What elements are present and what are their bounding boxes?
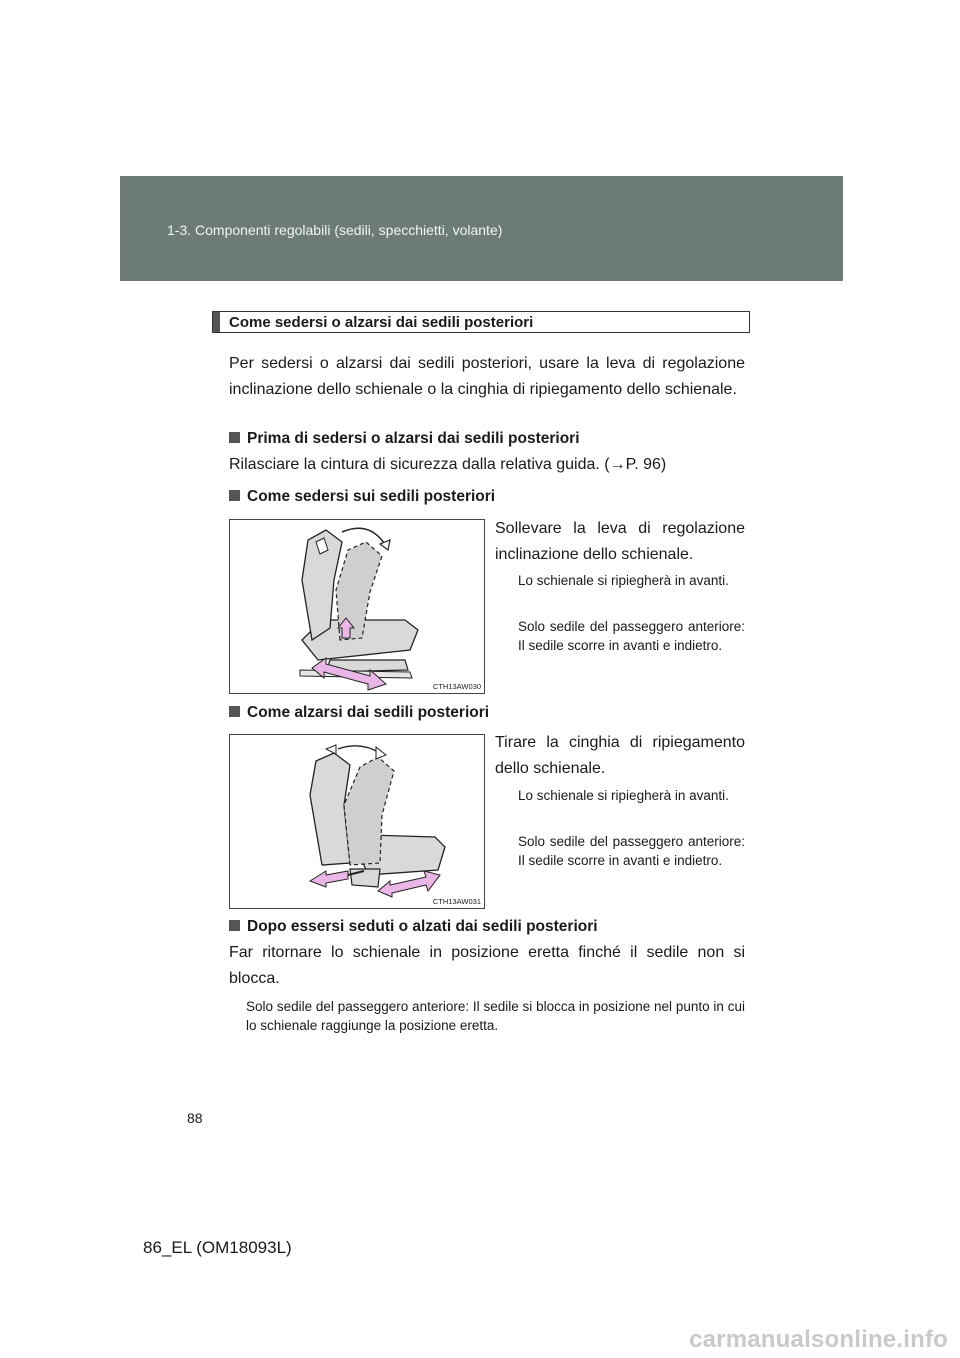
chapter-title: 1-3. Componenti regolabili (sedili, specchietti, volante) xyxy=(167,222,503,238)
note-1a: Lo schienale si ripiegherà in avanti. xyxy=(518,573,729,588)
square-bullet-icon xyxy=(229,706,240,717)
square-bullet-icon xyxy=(229,432,240,443)
subsection-text-4: Far ritornare lo schienale in posizione eretta finché il sedile non si blocca. xyxy=(229,944,745,987)
subsection-text-1: Rilasciare la cintura di sicurezza dalla relativa guida. (→P. 96) xyxy=(229,456,667,473)
seat-strap-illustration xyxy=(230,735,484,908)
square-bullet-icon xyxy=(229,920,240,931)
subsection-heading-2: Come sedersi sui sedili posteriori xyxy=(229,488,495,506)
subsection-heading-3: Come alzarsi dai sedili posteriori xyxy=(229,704,489,722)
chapter-header-band xyxy=(120,176,843,281)
document-id: 86_EL (OM18093L) xyxy=(143,1238,292,1257)
section-intro: Per sedersi o alzarsi dai sedili posteriori, usare la leva di regolazione inclinazione dello schienale o la cinghia di ripiegamento dello schienale. xyxy=(229,355,745,398)
figure-code: CTH13AW031 xyxy=(432,897,481,906)
section-title-box xyxy=(212,311,750,333)
subsection-heading-1: Prima di sedersi o alzarsi dai sedili posteriori xyxy=(229,430,580,448)
figure-seat-strap xyxy=(229,734,485,909)
section-title-bar xyxy=(213,312,220,332)
instruction-1: Sollevare la leva di regolazione inclinazione dello schienale. xyxy=(495,520,745,563)
section-title: Come sedersi o alzarsi dai sedili posteriori xyxy=(229,314,534,331)
page-number: 88 xyxy=(187,1110,203,1126)
note-2b: Solo sedile del passeggero anteriore: Il sedile scorre in avanti e indietro. xyxy=(518,834,745,868)
subsection-note-4: Solo sedile del passeggero anteriore: Il sedile si blocca in posizione nel punto in cui lo schienale raggiunge la posizione eretta. xyxy=(246,999,745,1033)
square-bullet-icon xyxy=(229,490,240,501)
figure-seat-lever xyxy=(229,519,485,694)
subsection-heading-4: Dopo essersi seduti o alzati dai sedili posteriori xyxy=(229,918,598,936)
note-2a: Lo schienale si ripiegherà in avanti. xyxy=(518,788,729,803)
instruction-2: Tirare la cinghia di ripiegamento dello schienale. xyxy=(495,734,745,777)
watermark: carmanualsonline.info xyxy=(689,1326,948,1353)
seat-lever-illustration xyxy=(230,520,484,693)
figure-code: CTH13AW030 xyxy=(432,682,481,691)
note-1b: Solo sedile del passeggero anteriore: Il sedile scorre in avanti e indietro. xyxy=(518,619,745,653)
